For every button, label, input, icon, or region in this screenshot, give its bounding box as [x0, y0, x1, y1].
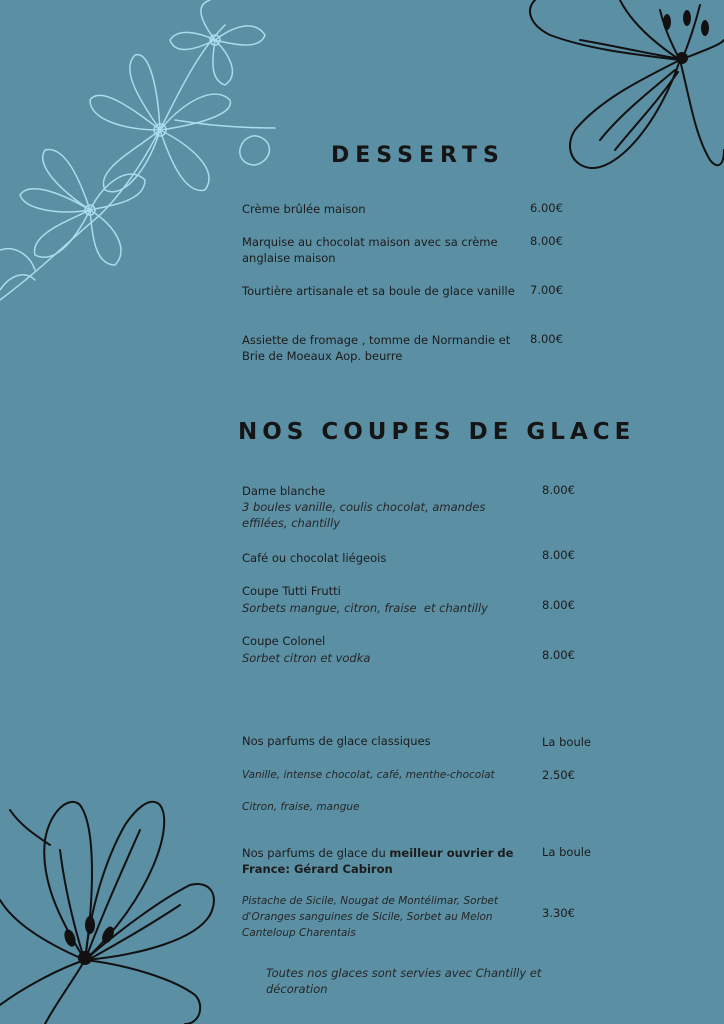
coupe-price: 8.00€ — [542, 648, 575, 662]
dessert-price: 8.00€ — [530, 332, 563, 346]
coupe-description: Sorbets mangue, citron, fraise et chantilly — [242, 601, 488, 615]
dessert-name: Crème brûlée maison — [242, 202, 366, 216]
coupe-description: 3 boules vanille, coulis chocolat, amandes effilées, chantilly — [242, 500, 486, 530]
mof-label-bold: meilleur ouvrier de France: Gérard Cabiron — [242, 846, 514, 876]
footer-note: Toutes nos glaces sont servies avec Chantilly et décoration — [266, 966, 542, 996]
dessert-price: 6.00€ — [530, 201, 563, 215]
dessert-name: Marquise au chocolat maison avec sa crème anglaise maison — [242, 235, 498, 265]
coupe-name: Café ou chocolat liégeois — [242, 551, 387, 565]
mof-unit-label: La boule — [542, 845, 592, 859]
classic-price: 2.50€ — [542, 768, 575, 782]
classic-flavors-line: Citron, fraise, mangue — [242, 801, 360, 813]
classic-flavors-line: Vanille, intense chocolat, café, menthe-chocolat — [242, 769, 495, 781]
coupes-heading: NOS COUPES DE GLACE — [238, 419, 636, 445]
coupe-name: Dame blanche — [242, 484, 326, 498]
coupe-price: 8.00€ — [542, 483, 575, 497]
dessert-price: 7.00€ — [530, 283, 563, 297]
dessert-name: Tourtière artisanale et sa boule de glace vanille — [242, 284, 515, 298]
mof-flavors-label — [242, 845, 527, 877]
dark-flower-bottom-left-illustration — [0, 790, 220, 1024]
mof-price: 3.30€ — [542, 906, 575, 920]
coupe-price: 8.00€ — [542, 548, 575, 562]
classic-flavors-label: Nos parfums de glace classiques — [242, 734, 431, 748]
dark-flower-top-right-illustration — [520, 0, 724, 175]
coupe-name: Coupe Colonel — [242, 634, 326, 648]
mof-flavors-list: Pistache de Sicile, Nougat de Montélimar, Sorbet d'Oranges sanguines de Sicile, Sorbet au Melon Canteloup Charentais — [242, 895, 499, 939]
dessert-price: 8.00€ — [530, 234, 563, 248]
mof-label-prefix: Nos parfums de glace du — [242, 846, 390, 860]
coupe-description: Sorbet citron et vodka — [242, 651, 371, 665]
desserts-heading: DESSERTS — [331, 143, 505, 168]
classic-unit-label: La boule — [542, 735, 592, 749]
coupe-price: 8.00€ — [542, 598, 575, 612]
dessert-name: Assiette de fromage , tomme de Normandie et Brie de Moeaux Aop. beurre — [242, 333, 511, 363]
coupe-name: Coupe Tutti Frutti — [242, 584, 341, 598]
